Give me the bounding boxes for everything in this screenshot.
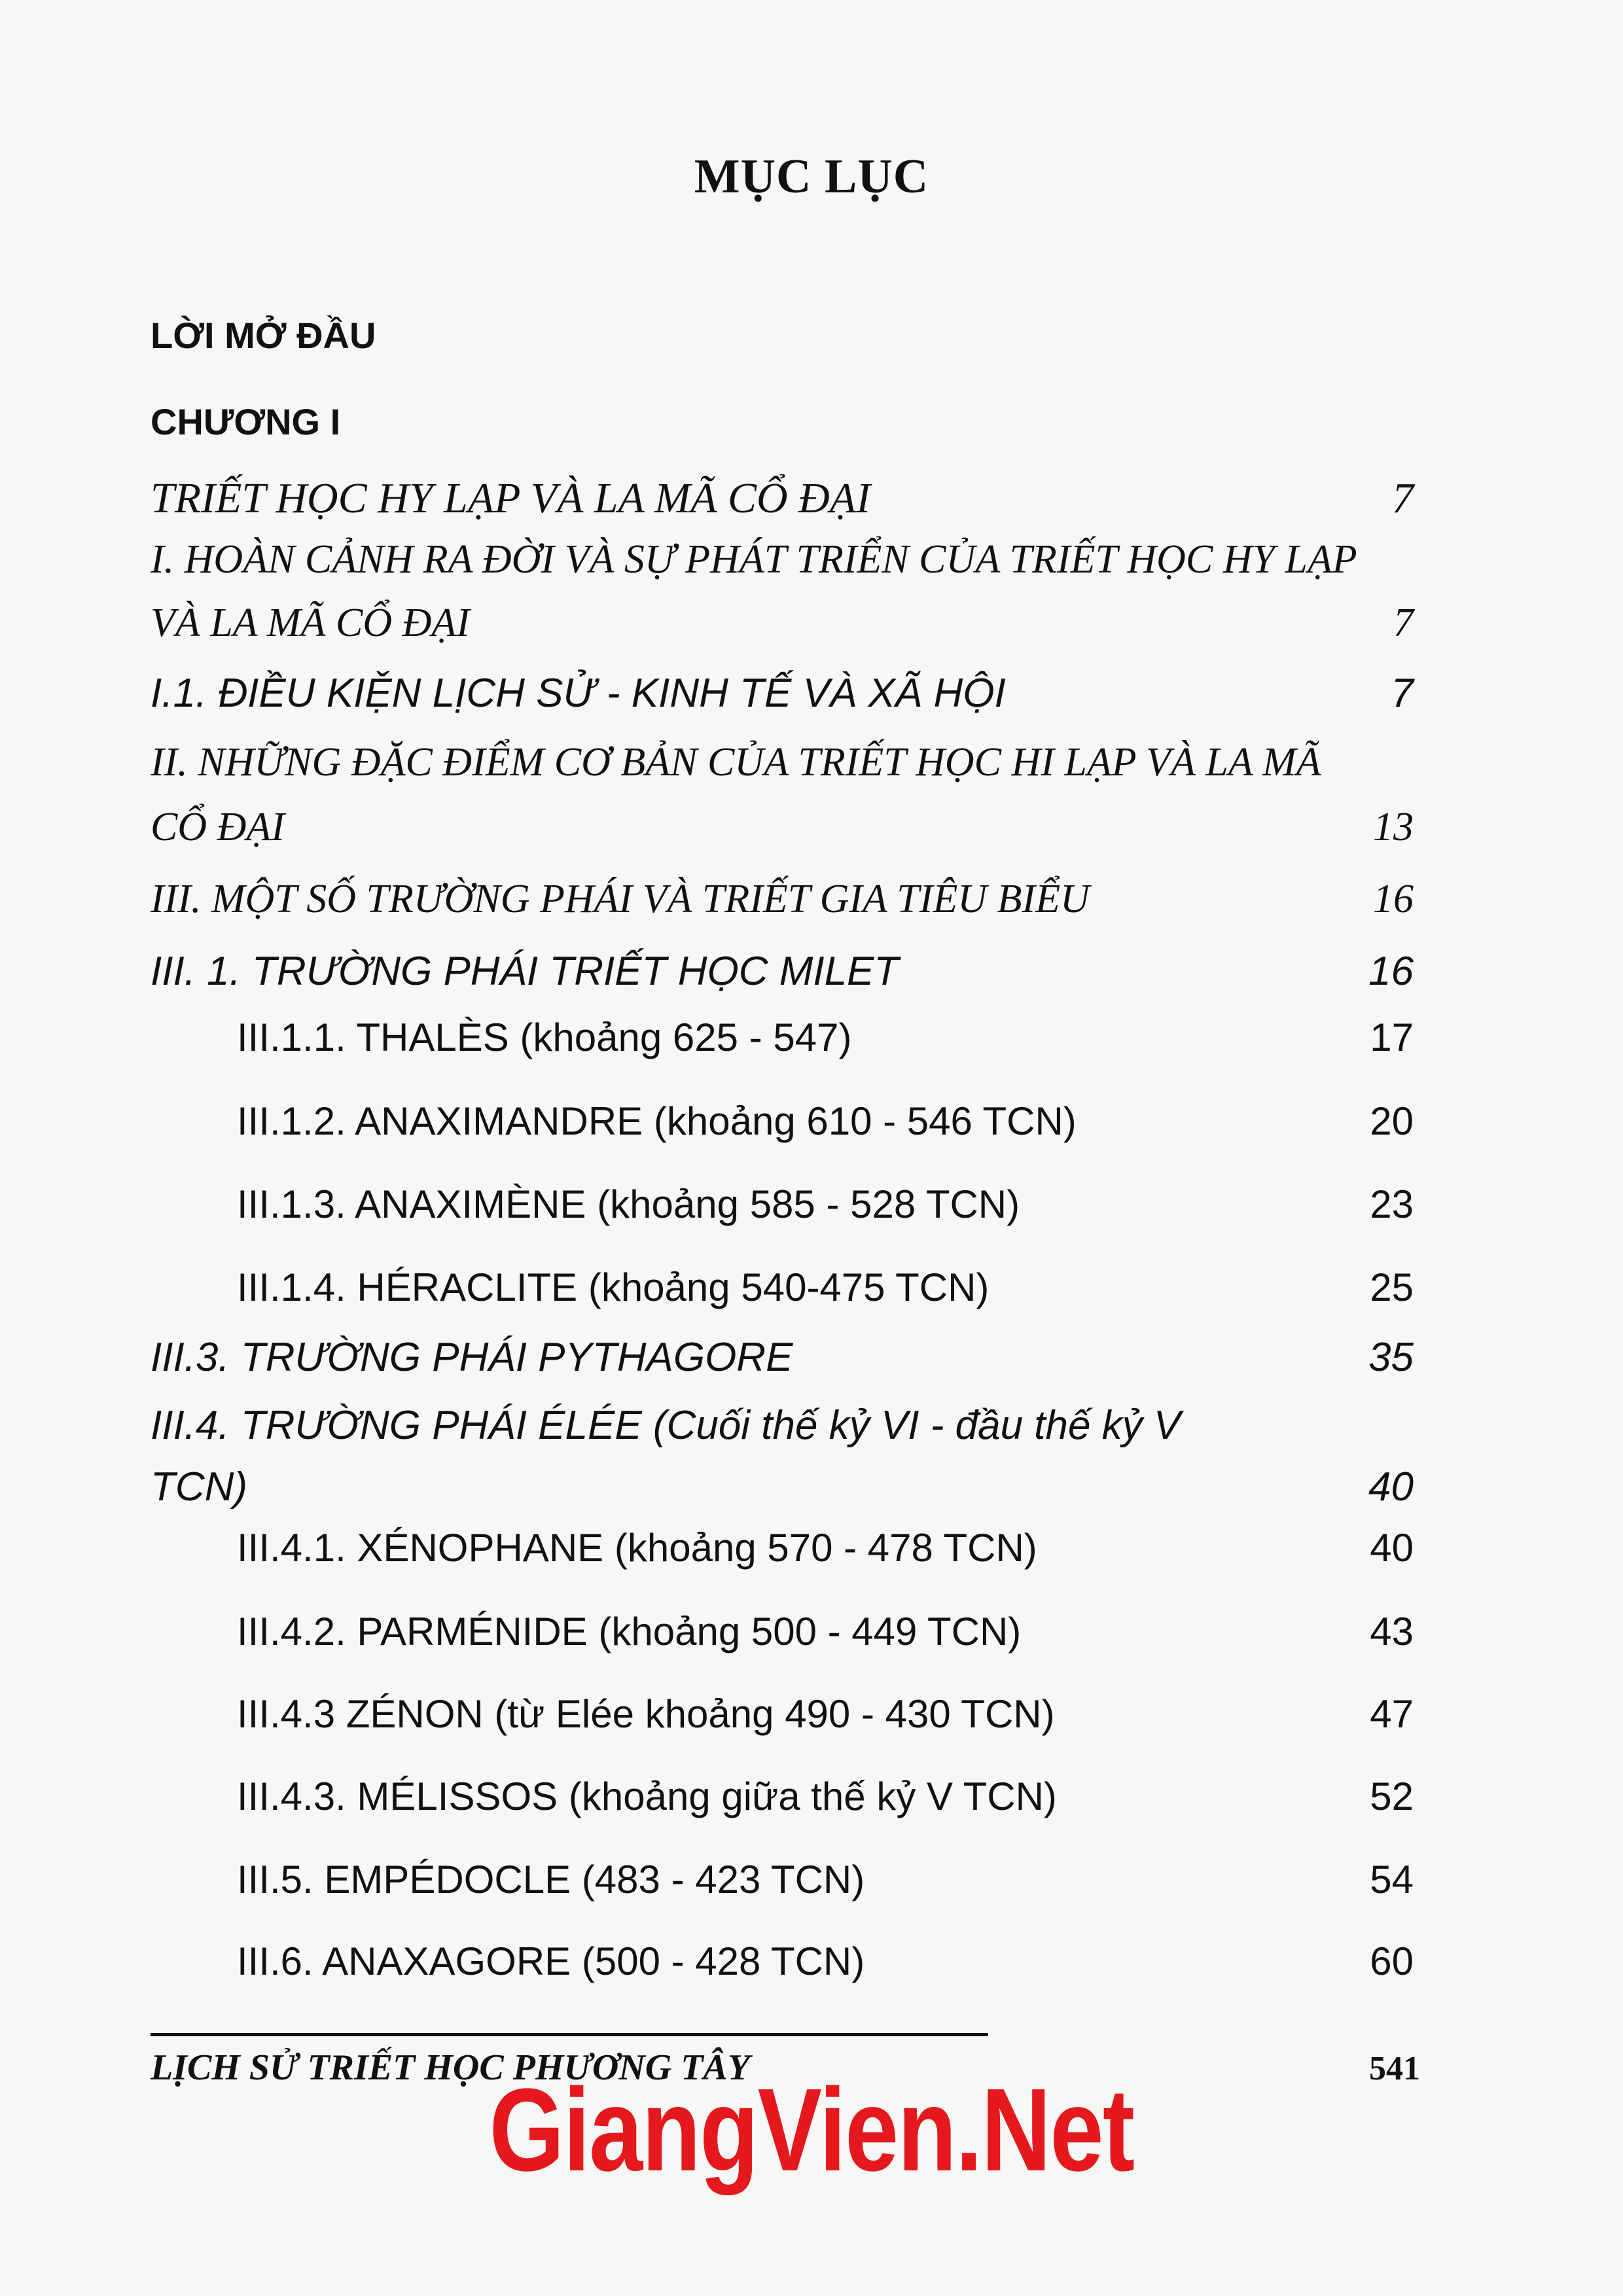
- toc-entry-label: TCN): [151, 1464, 248, 1510]
- toc-entry-page: 7: [1392, 474, 1414, 522]
- toc-entry-section-2-line1[interactable]: II. NHỮNG ĐẶC ĐIỂM CƠ BẢN CỦA TRIẾT HỌC HI LẠP VÀ LA MÃ: [151, 740, 1321, 785]
- toc-entry-label: III.5. EMPÉDOCLE (483 - 423 TCN): [237, 1858, 865, 1901]
- footer-page-number: 541: [1369, 2050, 1420, 2087]
- toc-entry-pythagore[interactable]: [151, 1328, 1414, 1387]
- toc-entry-section-1-1[interactable]: [151, 664, 1414, 723]
- toc-entry-label: III.4.3 ZÉNON (từ Elée khoảng 490 - 430 TCN): [237, 1692, 1055, 1736]
- footer-divider: [151, 2033, 988, 2036]
- toc-entry-page: 17: [1370, 1016, 1414, 1059]
- toc-entry-page: 16: [1373, 877, 1414, 921]
- toc-entry-page: 40: [1370, 1526, 1414, 1570]
- toc-entry-label: III. MỘT SỐ TRƯỜNG PHÁI VÀ TRIẾT GIA TIÊU BIỂU: [151, 877, 1090, 921]
- toc-entry-anaxagore[interactable]: [237, 1932, 1414, 1990]
- toc-entry-chapter-title[interactable]: [151, 471, 1414, 530]
- toc-entry-label: III.4.1. XÉNOPHANE (khoảng 570 - 478 TCN): [237, 1526, 1037, 1570]
- toc-entry-page: 60: [1370, 1939, 1414, 1983]
- toc-entry-elee-line1[interactable]: III.4. TRƯỜNG PHÁI ÉLÉE (Cuối thế kỷ VI - đầu thế kỷ V: [151, 1403, 1181, 1448]
- toc-entry-label: III.1.1. THALÈS (khoảng 625 - 547): [237, 1016, 852, 1059]
- toc-entry-section-2[interactable]: [151, 798, 1414, 857]
- toc-entry-xenophane[interactable]: [237, 1518, 1414, 1577]
- toc-entry-label: III.4.3. MÉLISSOS (khoảng giữa thế kỷ V TCN): [237, 1775, 1057, 1818]
- toc-entry-page: 7: [1391, 671, 1414, 716]
- chapter-heading: CHƯƠNG I: [151, 401, 341, 442]
- toc-entry-label: III.1.4. HÉRACLITE (khoảng 540-475 TCN): [237, 1265, 990, 1309]
- toc-entry-section-1[interactable]: [151, 594, 1414, 653]
- toc-entry-page: 47: [1370, 1692, 1414, 1736]
- watermark: GiangVien.Net: [489, 2064, 1134, 2196]
- toc-entry-anaximandre[interactable]: [237, 1091, 1414, 1150]
- toc-entry-page: 25: [1370, 1265, 1414, 1309]
- toc-entry-label: III.1.2. ANAXIMANDRE (khoảng 610 - 546 TCN): [237, 1099, 1077, 1143]
- toc-entry-page: 20: [1370, 1099, 1414, 1143]
- toc-entry-page: 23: [1370, 1182, 1414, 1226]
- intro-heading: LỜI MỞ ĐẦU: [151, 315, 376, 356]
- toc-entry-section-1-line1[interactable]: I. HOÀN CẢNH RA ĐỜI VÀ SỰ PHÁT TRIỂN CỦA TRIẾT HỌC HY LẠP: [151, 537, 1357, 582]
- toc-entry-page: 7: [1393, 601, 1414, 645]
- toc-entry-anaximene[interactable]: [237, 1174, 1414, 1233]
- footer-book-title: LỊCH SỬ TRIẾT HỌC PHƯƠNG TÂY: [151, 2047, 750, 2088]
- toc-entry-page: 43: [1370, 1610, 1414, 1653]
- toc-entry-page: 54: [1370, 1858, 1414, 1901]
- toc-entry-page: 40: [1368, 1464, 1414, 1510]
- toc-entry-empedocle[interactable]: [237, 1850, 1414, 1909]
- toc-entry-thales[interactable]: [237, 1008, 1414, 1067]
- toc-entry-parmenide[interactable]: [237, 1602, 1414, 1661]
- toc-entry-label: CỔ ĐẠI: [151, 805, 285, 849]
- toc-entry-page: 52: [1370, 1775, 1414, 1818]
- toc-entry-label: III.4.2. PARMÉNIDE (khoảng 500 - 449 TCN): [237, 1610, 1022, 1653]
- toc-entry-page: 16: [1368, 949, 1414, 994]
- toc-entry-label: I.1. ĐIỀU KIỆN LỊCH SỬ - KINH TẾ VÀ XÃ HỘI: [151, 671, 1006, 716]
- toc-entry-page: 13: [1373, 805, 1414, 849]
- toc-entry-elee[interactable]: [151, 1458, 1414, 1517]
- toc-entry-label: III.6. ANAXAGORE (500 - 428 TCN): [237, 1939, 865, 1983]
- toc-entry-label: III. 1. TRƯỜNG PHÁI TRIẾT HỌC MILET: [151, 949, 899, 994]
- toc-entry-label: III.1.3. ANAXIMÈNE (khoảng 585 - 528 TCN): [237, 1182, 1020, 1226]
- toc-entry-heraclite[interactable]: [237, 1258, 1414, 1316]
- toc-entry-melissos[interactable]: [237, 1767, 1414, 1826]
- toc-entry-label: TRIẾT HỌC HY LẠP VÀ LA MÃ CỔ ĐẠI: [151, 474, 871, 522]
- toc-entry-label: VÀ LA MÃ CỔ ĐẠI: [151, 601, 470, 645]
- toc-entry-zenon[interactable]: [237, 1684, 1414, 1743]
- toc-entry-section-3[interactable]: [151, 870, 1414, 929]
- page-title: MỤC LỤC: [694, 150, 929, 203]
- toc-entry-label: III.3. TRƯỜNG PHÁI PYTHAGORE: [151, 1335, 793, 1380]
- toc-entry-section-3-1[interactable]: [151, 942, 1414, 1001]
- toc-entry-page: 35: [1368, 1335, 1414, 1380]
